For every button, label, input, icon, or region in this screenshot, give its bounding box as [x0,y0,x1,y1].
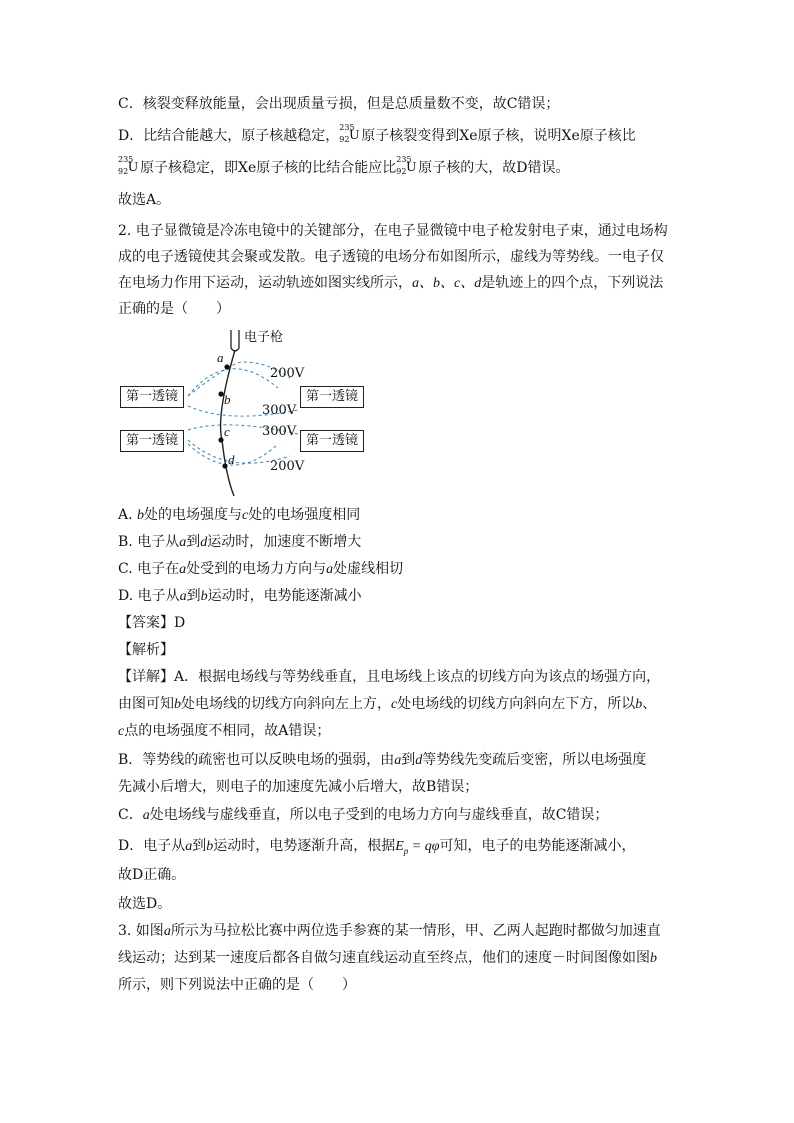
voltage-label: 200V [270,459,305,474]
question-3-text: 3. 如图a所示为马拉松比赛中两位选手参赛的某一情形，甲、乙两人起跑时都做匀加速直 [118,923,661,939]
point-a-label: a [217,350,224,365]
diagram-lines [118,326,378,498]
point-d-label: d [228,452,235,467]
option-b: B. 电子从a到d运动时，加速度不断增大 [118,534,362,550]
lens-box-bottom-left: 第一透镜 [120,430,184,452]
option-d: D. 电子从a到b运动时，电势能逐渐减小 [118,588,362,604]
point-c-dot [218,437,223,442]
electron-trajectory [221,350,235,496]
question-2-text: 在电场力作用下运动，运动轨迹如图实线所示，a、b、c、d是轨迹上的四个点，下列说法 [118,275,664,291]
question-2-text: 正确的是（ ） [118,301,230,317]
option-c: C. 电子在a处受到的电场力方向与a处虚线相切 [118,561,404,577]
option-a: A. b处的电场强度与c处的电场强度相同 [118,507,361,523]
lens-box-top-right: 第一透镜 [300,386,364,408]
electron-gun-icon [231,330,239,351]
explanation-line: 故选D。 [118,896,172,912]
voltage-label: 200V [270,366,305,381]
explanation-line: 先减小后增大，则电子的加速度先减小后增大，故B错误； [118,779,479,795]
explanation-line: D．电子从a到b运动时，电势逐渐升高，根据$E_p = q\varphi$可知，电子的电势能逐渐减小， [118,838,636,856]
point-a-dot [224,364,229,369]
gun-label: 电子枪 [244,330,284,345]
text-line: C．核裂变释放能量，会出现质量亏损，但是总质量数不变，故C错误； [118,96,560,112]
isotope-u235: 235 92 U [396,155,417,176]
lens-box-top-left: 第一透镜 [120,386,184,408]
text-line: 故选A。 [118,192,171,208]
text-line: D．比结合能越大，原子核越稳定， 235 92 U 原子核裂变得到Xe原子核，说明Xe原子核比 [118,123,636,144]
point-b-label: b [224,392,231,407]
lens-box-bottom-right: 第一透镜 [300,430,364,452]
point-d-dot [222,463,227,468]
question-2-text: 成的电子透镜使其会聚或发散。电子透镜的电场分布如图所示，虚线为等势线。一电子仅 [118,249,664,265]
text-line: 235 92 U 原子核稳定，即Xe原子核的比结合能应比 235 92 U 原子核的大，故D错误。 [118,155,570,176]
formula: $E_p = q\varphi$ [395,839,440,856]
explanation-line: 【详解】A．根据电场线与等势线垂直，且电场线上该点的切线方向为该点的场强方向， [118,669,661,685]
question-2-text: 2. 电子显微镜是冷冻电镜中的关键部分，在电子显微镜中电子枪发射电子束，通过电场构 [118,223,668,239]
point-b-dot [218,391,223,396]
voltage-label: 300V [262,424,297,439]
isotope-u235: 235 92 U [339,123,360,144]
explanation-line: B．等势线的疏密也可以反映电场的强弱，由a到d等势线先变疏后变密，所以电场强度 [118,752,647,768]
electron-lens-diagram [118,326,378,498]
isotope-u235: 235 92 U [118,155,139,176]
question-3-text: 线运动；达到某一速度后都各自做匀速直线运动直至终点，他们的速度－时间图像如图b [118,950,657,966]
question-3-text: 所示，则下列说法中正确的是（ ） [118,977,356,993]
explanation-line: 由图可知b处电场线的切线方向斜向左上方，c处电场线的切线方向斜向左下方，所以b、 [118,696,657,712]
explanation-line: C．a处电场线与虚线垂直，所以电子受到的电场力方向与虚线垂直，故C错误； [118,807,609,823]
explanation-line: 故D正确。 [118,867,186,883]
equipotential-200v-top [188,369,278,396]
point-c-label: c [224,424,230,439]
explanation-line: c点的电场强度不相同，故A错误； [118,723,331,739]
analysis-label: 【解析】 [118,642,174,658]
answer-label: 【答案】D [118,615,186,631]
voltage-label: 300V [262,403,297,418]
